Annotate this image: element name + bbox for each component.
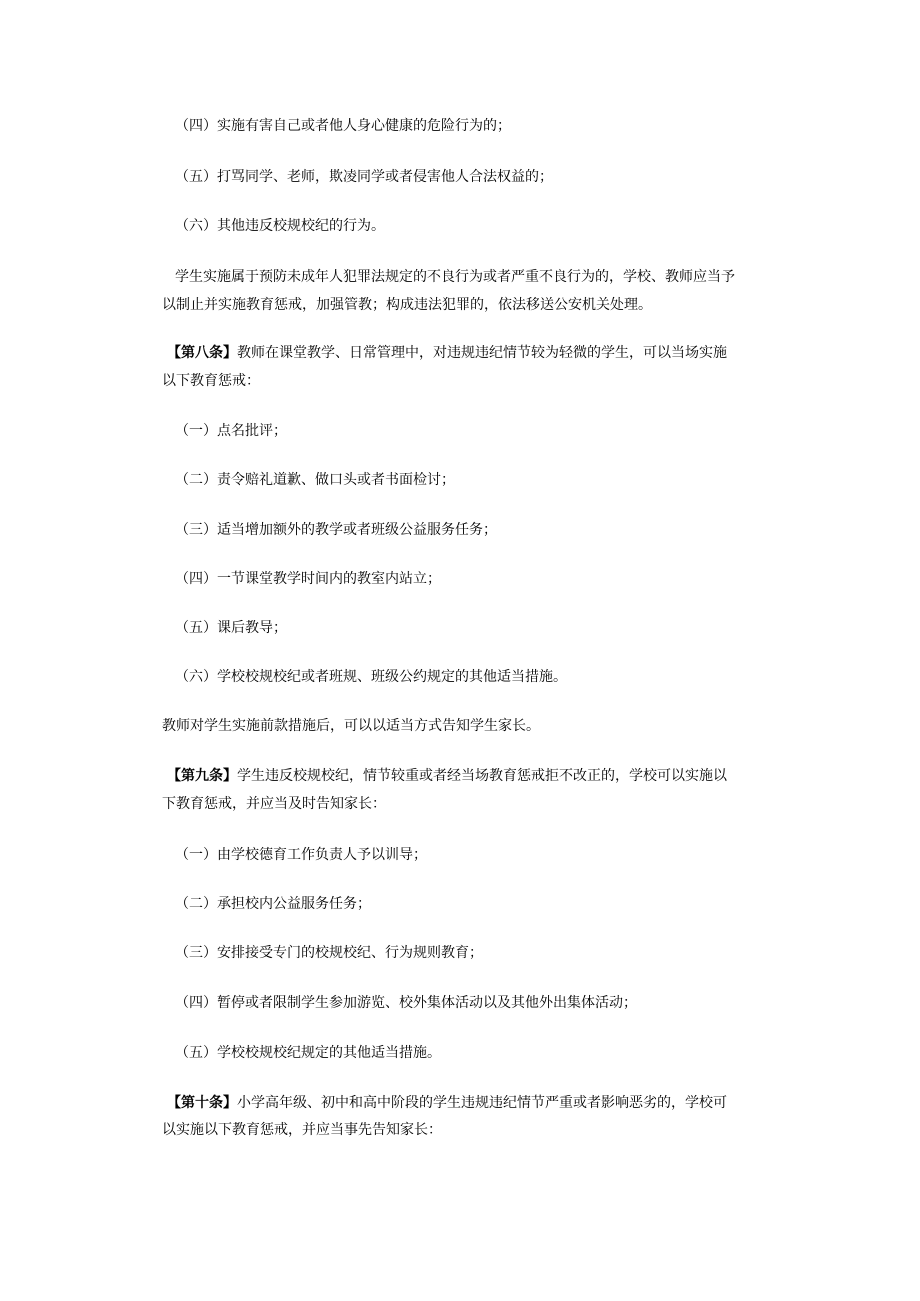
list-item: （五）学校校规校纪规定的其他适当措施。	[175, 1045, 441, 1061]
article-9-heading	[167, 767, 727, 785]
paragraph-line: 以实施以下教育惩戒，并应当事先告知家长：	[162, 1122, 442, 1138]
list-item: （二）承担校内公益服务任务；	[175, 896, 371, 912]
list-item: （三）安排接受专门的校规校纪、行为规则教育；	[175, 945, 483, 961]
list-item: （四）实施有害自己或者他人身心健康的危险行为的；	[175, 118, 511, 134]
list-item: （五）课后教导；	[175, 620, 287, 636]
list-item: （六）其他违反校规校纪的行为。	[175, 218, 385, 234]
list-item: （二）责令赔礼道歉、做口头或者书面检讨；	[175, 472, 455, 488]
article-10-heading	[167, 1094, 727, 1112]
article-9-label: 【第九条】	[167, 768, 237, 784]
paragraph-line: 教师对学生实施前款措施后，可以以适当方式告知学生家长。	[162, 718, 540, 734]
article-8-text: 教师在课堂教学、日常管理中，对违规违纪情节较为轻微的学生，可以当场实施	[237, 345, 727, 361]
paragraph-line: 学生实施属于预防未成年人犯罪法规定的不良行为或者严重不良行为的，学校、教师应当予	[175, 269, 735, 285]
list-item: （三）适当增加额外的教学或者班级公益服务任务；	[175, 522, 497, 538]
paragraph-line: 以下教育惩戒：	[162, 373, 260, 389]
list-item: （六）学校校规校纪或者班规、班级公约规定的其他适当措施。	[175, 669, 567, 685]
article-9-text: 学生违反校规校纪，情节较重或者经当场教育惩戒拒不改正的，学校可以实施以	[237, 768, 727, 784]
article-8-label: 【第八条】	[167, 345, 237, 361]
article-10-label: 【第十条】	[167, 1095, 237, 1111]
paragraph-line: 下教育惩戒，并应当及时告知家长：	[162, 796, 386, 812]
list-item: （四）一节课堂教学时间内的教室内站立；	[175, 571, 441, 587]
paragraph-line: 以制止并实施教育惩戒，加强管教；构成违法犯罪的，依法移送公安机关处理。	[162, 297, 652, 313]
article-10-text: 小学高年级、初中和高中阶段的学生违规违纪情节严重或者影响恶劣的，学校可	[237, 1095, 727, 1111]
article-8-heading	[167, 344, 727, 362]
list-item: （五）打骂同学、老师，欺凌同学或者侵害他人合法权益的；	[175, 169, 553, 185]
list-item: （四）暂停或者限制学生参加游览、校外集体活动以及其他外出集体活动；	[175, 995, 637, 1011]
list-item: （一）点名批评；	[175, 423, 287, 439]
list-item: （一）由学校德育工作负责人予以训导；	[175, 847, 427, 863]
